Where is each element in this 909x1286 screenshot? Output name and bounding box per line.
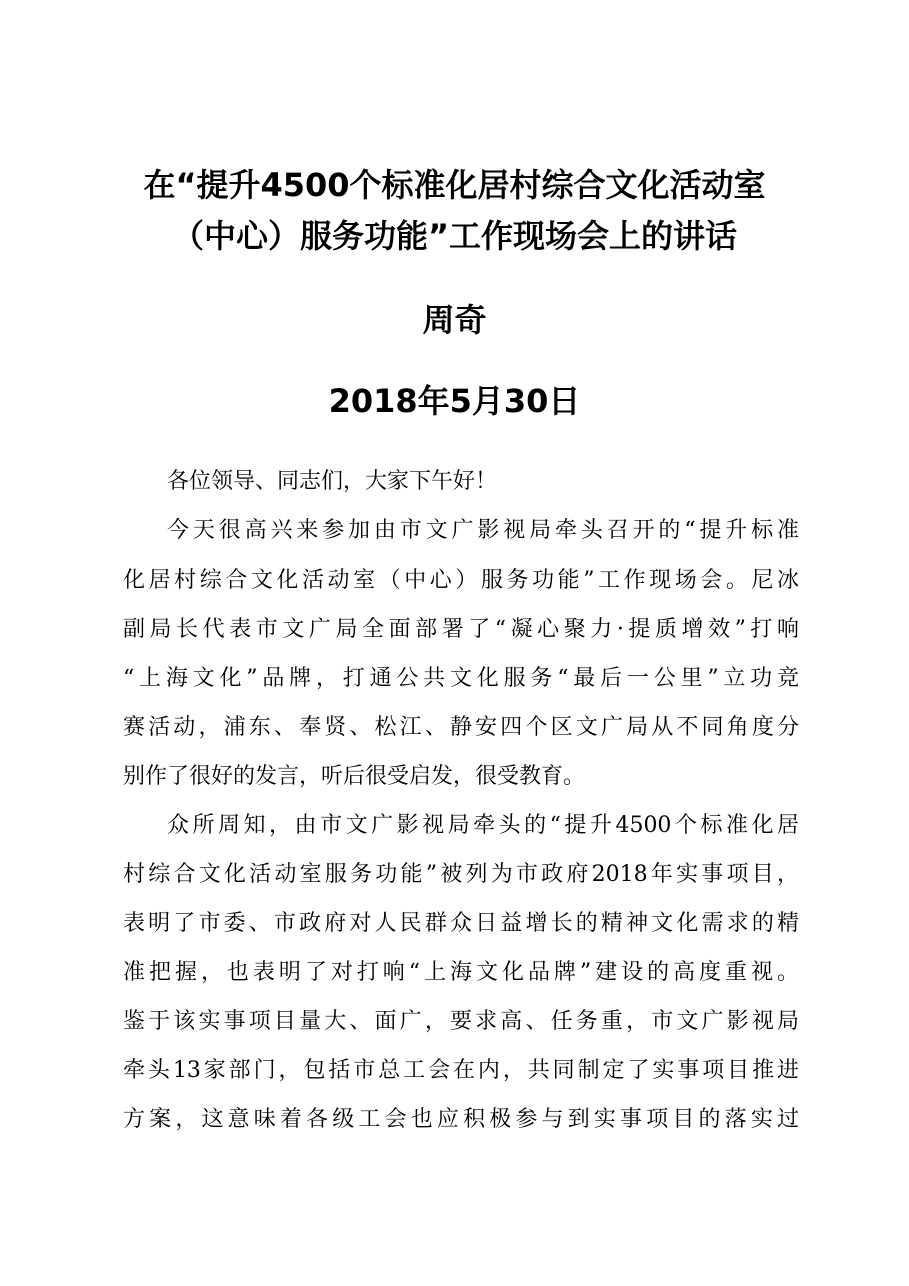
paragraph-1-line: 赛活动，浦东、奉贤、松江、静安四个区文广局从不同角度分 [123,715,799,740]
paragraph-2-line: 牵头13家部门，包括市总工会在内，共同制定了实事项目推进 [123,1058,799,1083]
paragraph-1-line: 别作了很好的发言，听后很受启发，很受教育。 [123,764,586,789]
paragraph-2-line: 方案，这意味着各级工会也应积极参与到实事项目的落实过 [123,1107,799,1132]
document-title-line-1: 在“提升4500个标准化居村综合文化活动室 [143,166,766,204]
document-title-line-2: （中心）服务功能”工作现场会上的讲话 [171,217,738,255]
author-name: 周奇 [422,301,487,339]
paragraph-1-line: 副局长代表市文广局全面部署了“凝心聚力·提质增效”打响 [123,617,799,642]
speech-date: 2018年5月30日 [328,382,581,420]
paragraph-2-line: 众所周知，由市文广影视局牵头的“提升4500个标准化居 [167,813,799,838]
greeting-line: 各位领导、同志们，大家下午好！ [167,469,498,494]
paragraph-2-line: 准把握，也表明了对打响“上海文化品牌”建设的高度重视。 [123,960,799,985]
paragraph-1-line: 今天很高兴来参加由市文广影视局牵头召开的“提升标准 [167,518,799,543]
paragraph-1-line: “上海文化”品牌，打通公共文化服务“最后一公里”立功竞 [123,666,799,691]
paragraph-2-line: 表明了市委、市政府对人民群众日益增长的精神文化需求的精 [123,911,799,936]
paragraph-2-line: 村综合文化活动室服务功能”被列为市政府2018年实事项目， [123,862,799,887]
paragraph-1-line: 化居村综合文化活动室（中心）服务功能”工作现场会。尼冰 [123,568,799,593]
paragraph-2-line: 鉴于该实事项目量大、面广，要求高、任务重，市文广影视局 [123,1009,799,1034]
